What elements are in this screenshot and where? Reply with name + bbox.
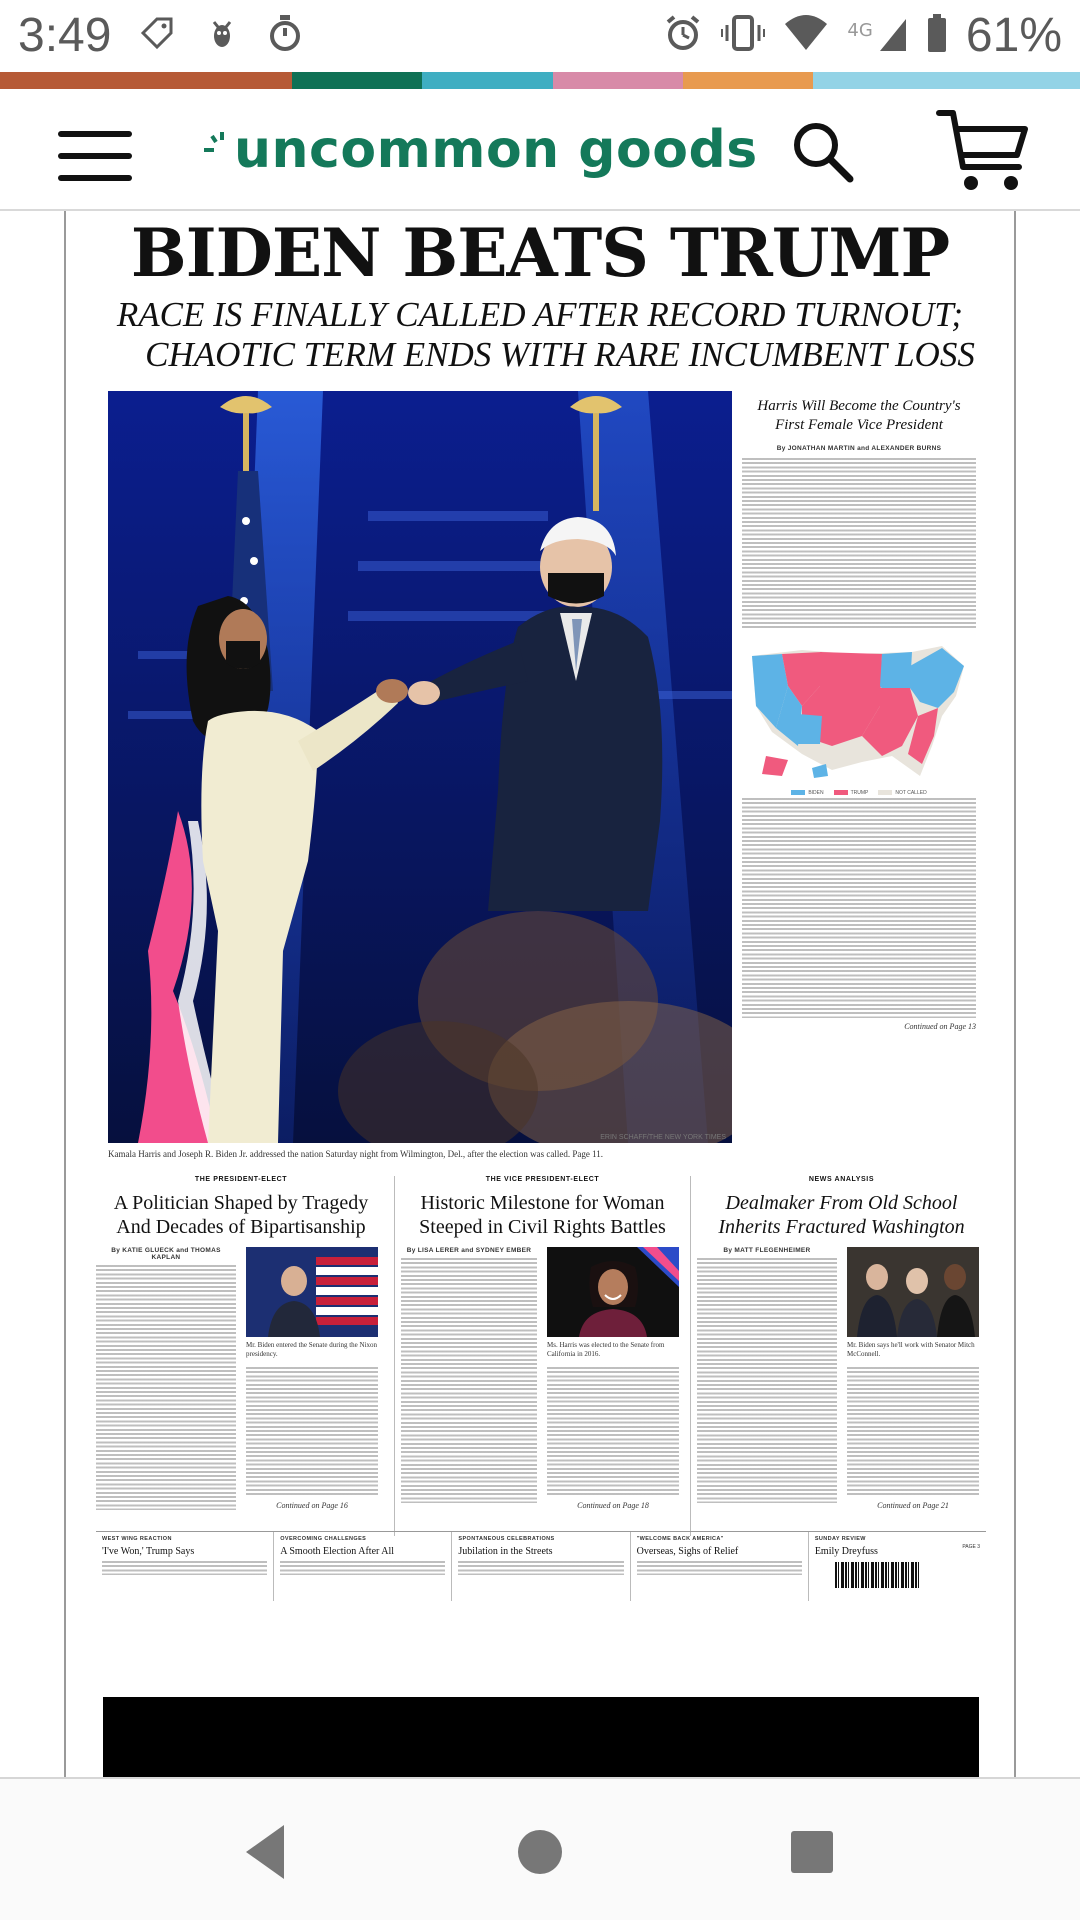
story-kicker: NEWS ANALYSIS: [808, 1176, 875, 1183]
story-byline: By KATIE GLUECK and THOMAS KAPLAN: [111, 1247, 221, 1261]
body-text-block: [547, 1367, 679, 1497]
bug-icon: [205, 14, 239, 56]
recents-square-icon: [777, 1817, 847, 1887]
story-photo-harris: [547, 1247, 679, 1337]
vibrate-icon: [721, 13, 765, 57]
story-continued: Continued on Page 21: [877, 1501, 949, 1510]
alarm-icon: [663, 13, 703, 57]
teaser: [274, 1532, 452, 1601]
body-text-block: [847, 1367, 979, 1497]
election-map: [742, 636, 976, 786]
recents-button[interactable]: [777, 1817, 847, 1887]
stripe-segment: [683, 72, 813, 89]
search-button[interactable]: [790, 119, 856, 185]
story-byline: By LISA LERER and SYDNEY EMBER: [406, 1247, 532, 1254]
newspaper-front-page: [66, 211, 1014, 1777]
teaser-title: Emily Dreyfuss: [814, 1546, 878, 1557]
story-column: [847, 1367, 979, 1510]
teaser-title: Jubilation in the Streets: [458, 1546, 553, 1557]
hamburger-menu-icon: [58, 131, 132, 137]
story-photo-caption: Mr. Biden entered the Senate during the Nixon presidency.: [246, 1341, 378, 1358]
legend-biden-label: BIDEN: [808, 790, 824, 796]
stripe-segment: [0, 72, 292, 89]
story-body: [697, 1247, 986, 1517]
body-text-block: [280, 1561, 445, 1575]
network-type: 4G: [847, 20, 873, 41]
teaser-kicker: SUNDAY REVIEW: [814, 1536, 866, 1542]
app-header: [0, 89, 1080, 211]
wifi-icon: [783, 14, 829, 56]
teaser-strip: [96, 1531, 986, 1601]
legend-biden: [791, 790, 823, 796]
map-legend: [742, 790, 976, 796]
signal-icon: [847, 17, 908, 53]
story-body: [96, 1247, 386, 1517]
teaser-kicker: "WELCOME BACK AMERICA": [636, 1536, 724, 1542]
side-story-column: [742, 391, 976, 1151]
brand-logo[interactable]: [200, 115, 758, 185]
timer-icon: [267, 13, 303, 57]
story-kicker: THE PRESIDENT-ELECT: [194, 1176, 288, 1183]
body-text-block: [246, 1367, 378, 1497]
battery-percent: 61%: [965, 8, 1062, 62]
body-text-block: [458, 1561, 623, 1575]
teaser: [452, 1532, 630, 1601]
story-headline: A Politician Shaped by Tragedy And Decades of Bipartisanship: [113, 1192, 369, 1238]
story-photo-mcconnell: [847, 1247, 979, 1337]
story-photo-caption: Mr. Biden says he'll work with Senator Mitch McConnell.: [847, 1341, 975, 1358]
teaser-title: A Smooth Election After All: [280, 1546, 395, 1557]
story-photo-biden: [246, 1247, 378, 1337]
teaser-page: PAGE 3: [962, 1544, 981, 1550]
search-icon: [790, 119, 856, 185]
body-text-block: [637, 1561, 802, 1575]
stripe-segment: [813, 72, 1080, 89]
story-continued: Continued on Page 16: [276, 1501, 348, 1510]
body-text-block: [697, 1258, 837, 1503]
brand-color-stripe: [0, 72, 1080, 89]
body-text-block: [102, 1561, 267, 1575]
story-photo-caption: Ms. Harris was elected to the Senate from California in 2016.: [547, 1341, 665, 1358]
legend-not-called-label: NOT CALLED: [895, 790, 927, 796]
lead-photo-caption: Kamala Harris and Joseph R. Biden Jr. addressed the nation Saturday night from Wilmington, Del., after the election was called. Page 11.: [108, 1149, 604, 1159]
home-circle-icon: [505, 1817, 575, 1887]
story-president-elect: [96, 1176, 386, 1536]
story-column: [96, 1247, 236, 1510]
story-vice-president-elect: [394, 1176, 684, 1536]
story-column: [547, 1367, 679, 1510]
teaser-kicker: OVERCOMING CHALLENGES: [280, 1536, 367, 1542]
story-continued: Continued on Page 18: [577, 1501, 649, 1510]
story-column: [401, 1247, 537, 1503]
logo-sparkle-icon: [200, 120, 230, 180]
newspaper-deck-line1: RACE IS FINALLY CALLED AFTER RECORD TURNOUT;: [116, 295, 964, 334]
system-nav-bar: [0, 1779, 1080, 1920]
menu-button[interactable]: [58, 131, 132, 181]
body-text-block: [401, 1258, 537, 1503]
product-image-frame[interactable]: [64, 211, 1016, 1777]
story-column: [246, 1367, 378, 1510]
side-story-byline: By JONATHAN MARTIN and ALEXANDER BURNS: [776, 445, 942, 452]
logo-text: uncommon goods: [234, 120, 758, 180]
teaser: [631, 1532, 809, 1601]
hamburger-line: [58, 175, 132, 181]
teaser-kicker: SPONTANEOUS CELEBRATIONS: [458, 1536, 555, 1542]
body-text-block: [742, 458, 976, 628]
stripe-segment: [422, 72, 553, 89]
barcode: [835, 1562, 919, 1588]
stripe-segment: [553, 72, 683, 89]
legend-not-called: [878, 790, 926, 796]
legend-trump-label: TRUMP: [850, 790, 869, 796]
story-headline: Historic Milestone for Woman Steeped in Civil Rights Battles: [419, 1192, 666, 1238]
story-headline: Dealmaker From Old School Inherits Fractured Washington: [718, 1192, 965, 1238]
body-text-block: [742, 798, 976, 1018]
cart-icon: [935, 107, 1031, 195]
status-time: 3:49: [18, 8, 112, 62]
image-bottom-bar: [103, 1697, 979, 1777]
teaser-title: Overseas, Sighs of Relief: [636, 1546, 739, 1557]
side-story-headline: Harris Will Become the Country's First Female Vice President: [757, 398, 961, 433]
teaser-title: 'I've Won,' Trump Says: [102, 1546, 195, 1557]
newspaper-headline: BIDEN BEATS TRUMP: [130, 214, 950, 292]
tag-icon: [137, 13, 177, 57]
lead-photo: [108, 391, 732, 1143]
teaser-kicker: WEST WING REACTION: [102, 1536, 172, 1542]
story-kicker: THE VICE PRESIDENT-ELECT: [485, 1176, 600, 1183]
battery-icon: [926, 13, 948, 57]
back-button[interactable]: [232, 1817, 302, 1887]
hamburger-line: [58, 153, 132, 159]
lead-photo-credit: ERIN SCHAFF/THE NEW YORK TIMES: [600, 1134, 726, 1141]
story-news-analysis: [690, 1176, 986, 1536]
story-byline: By MATT FLEGENHEIMER: [723, 1247, 811, 1254]
home-button[interactable]: [505, 1817, 575, 1887]
story-body: [401, 1247, 684, 1517]
teaser: [96, 1532, 274, 1601]
side-story-continued: Continued on Page 13: [904, 1022, 976, 1031]
newspaper-deck-line2: CHAOTIC TERM ENDS WITH RARE INCUMBENT LOSS: [145, 335, 975, 374]
body-text-block: [96, 1265, 236, 1510]
legend-trump: [834, 790, 869, 796]
stripe-segment: [292, 72, 422, 89]
story-column: [697, 1247, 837, 1503]
back-triangle-icon: [232, 1817, 302, 1887]
status-bar: [0, 0, 1080, 70]
cart-button[interactable]: [935, 107, 1031, 195]
teaser: [809, 1532, 986, 1601]
